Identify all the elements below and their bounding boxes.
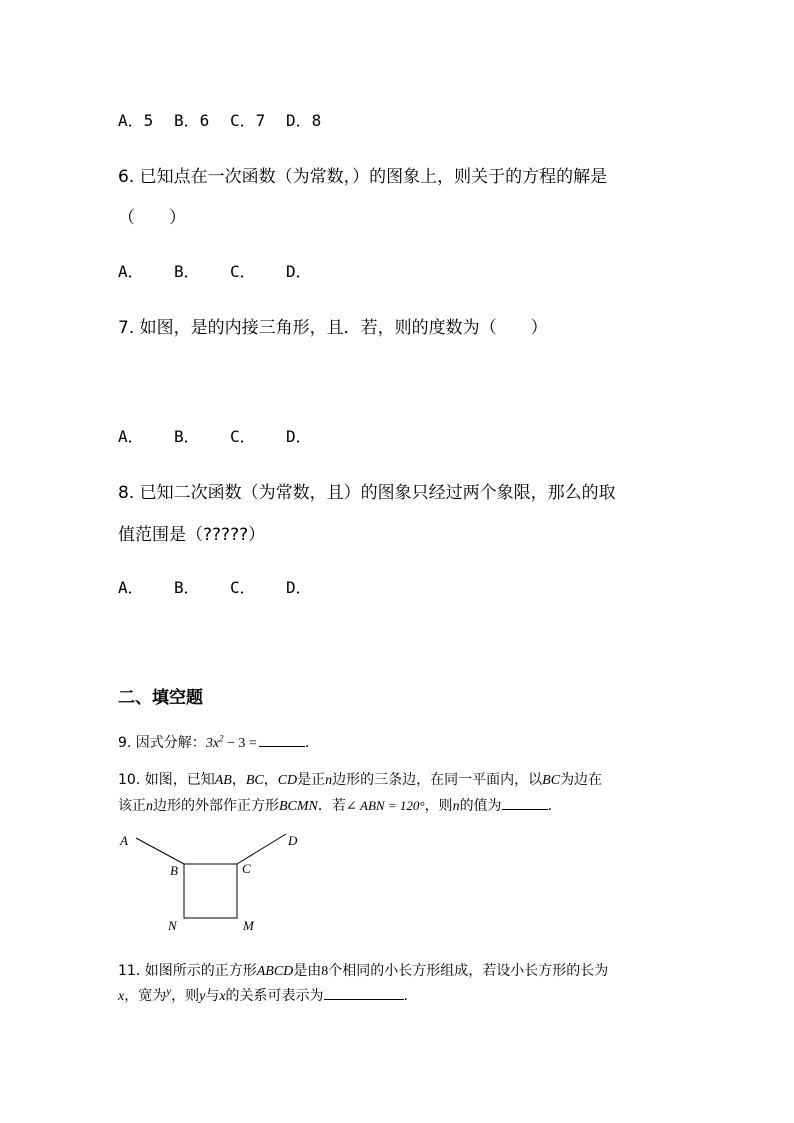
q10-suffix: . — [547, 798, 553, 814]
question-9 — [118, 732, 309, 752]
q11-text: 11. 如图所示的正方形 — [118, 963, 257, 979]
q9-answer-blank[interactable] — [259, 745, 305, 747]
q9-expr-a: 3x — [205, 736, 220, 751]
q10-text: 边形的外部作正方形 — [153, 798, 279, 814]
q9-expr-sup: 2 — [219, 733, 224, 744]
q11-suffix: . — [403, 988, 408, 1004]
q8-option-b: B． — [174, 578, 200, 597]
q8-option-a: A． — [118, 578, 144, 597]
q6-option-b: B． — [174, 262, 200, 281]
q10-seg-bc: BC — [245, 773, 264, 788]
segment-cd — [237, 834, 286, 864]
q10-square-bcmn: BCMN — [279, 799, 318, 814]
q7-option-b: B． — [174, 427, 200, 446]
label-d: D — [288, 833, 298, 848]
q6-option-a: A． — [118, 262, 144, 281]
q9-prefix: 9. 因式分解： — [118, 735, 206, 751]
q9-expr-b: − 3 = — [223, 736, 257, 751]
q11-line-2 — [118, 985, 408, 1005]
section-heading-fill-in: 二、填空题 — [118, 688, 203, 708]
segment-ab — [136, 838, 184, 864]
q11-var-y: y — [166, 985, 172, 998]
q11-var-x: x — [219, 989, 226, 1004]
q5-option-b: B．6 — [174, 111, 210, 130]
q7-option-c: C． — [230, 427, 256, 446]
q10-seg-ab: AB — [214, 773, 232, 788]
q10-var-n: n — [146, 799, 153, 814]
q5-option-a: A．5 — [118, 111, 154, 130]
q11-text: 的关系可表示为 — [225, 988, 324, 1004]
label-b: B — [170, 863, 178, 878]
q10-text: 为边在 — [560, 772, 603, 788]
q8-option-d: D． — [286, 578, 312, 597]
q11-text: 与 — [205, 988, 220, 1004]
q6-stem: 6. 已知点在一次函数（为常数，）的图象上，则关于的方程的解是 — [118, 167, 608, 187]
q10-text: 该正 — [118, 798, 146, 814]
q11-text: 个相同的小长方形组成，若设小长方形的长为 — [328, 963, 609, 979]
label-m: M — [243, 918, 254, 933]
q10-text: ．若 — [317, 798, 346, 814]
q10-var-n: n — [452, 799, 460, 814]
q6-option-c: C． — [230, 262, 256, 281]
q10-figure — [112, 826, 312, 936]
q10-angle-condition: ∠ ABN = 120° — [345, 798, 425, 813]
q10-text: ， — [263, 772, 278, 788]
q8-stem-continued: 值范围是（?????） — [118, 525, 266, 545]
q8-option-c: C． — [230, 578, 256, 597]
q6-stem-bracket: （ ） — [118, 208, 186, 228]
q11-text: 是由 — [293, 963, 322, 979]
q10-answer-blank[interactable] — [502, 808, 548, 810]
q10-var-n: n — [325, 773, 333, 788]
label-a: A — [120, 833, 128, 848]
q10-seg-cd: CD — [277, 773, 298, 788]
q10-text: ，则 — [424, 798, 453, 814]
q9-suffix: . — [304, 735, 310, 751]
q10-text: 是正 — [297, 772, 326, 788]
q10-line-2 — [118, 795, 552, 815]
q5-option-c: C．7 — [230, 111, 266, 130]
q7-option-d: D． — [286, 427, 312, 446]
q10-text: 边形的三条边，在同一平面内，以 — [332, 772, 543, 788]
q7-option-a: A． — [118, 427, 144, 446]
q7-stem: 7. 如图，是的内接三角形，且．若，则的度数为（ ） — [118, 318, 548, 338]
q11-count: 8 — [321, 964, 329, 979]
q11-line-1 — [118, 960, 608, 980]
q11-var-y: y — [199, 989, 206, 1004]
label-n: N — [168, 918, 177, 933]
q8-stem: 8. 已知二次函数（为常数，且）的图象只经过两个象限，那么的取 — [118, 483, 616, 503]
q10-line-1 — [118, 769, 602, 789]
q11-text: ，宽为 — [124, 988, 167, 1004]
q10-text: ， — [231, 772, 246, 788]
q11-var-x: x — [118, 989, 125, 1004]
q5-option-d: D．8 — [286, 111, 322, 130]
q10-text: 10. 如图，已知 — [118, 772, 215, 788]
square-bcmn — [184, 864, 237, 918]
q6-option-d: D． — [286, 262, 312, 281]
label-c: C — [242, 861, 251, 876]
q11-square-abcd: ABCD — [256, 964, 294, 979]
q11-answer-blank[interactable] — [324, 998, 404, 1000]
q10-seg-bc: BC — [542, 773, 561, 788]
q10-text: 的值为 — [459, 798, 502, 814]
q11-text: ，则 — [171, 988, 200, 1004]
